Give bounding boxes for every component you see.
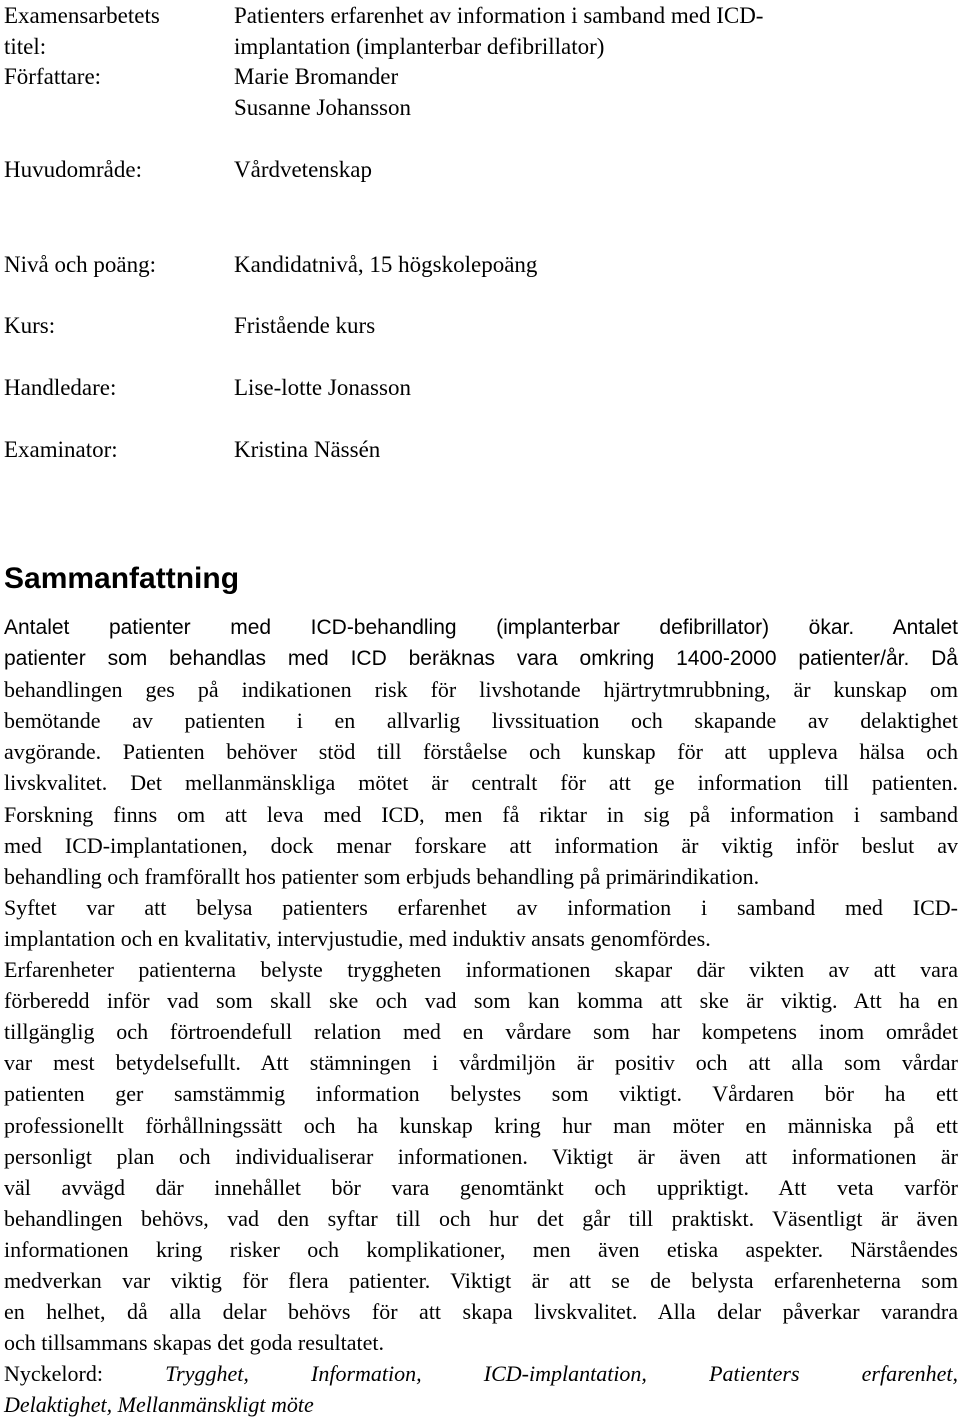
author-name-2: Susanne Johansson (234, 95, 411, 120)
summary-line: behandling och framförallt hos patienter som erbjuds behandling på primärindikation. (4, 863, 760, 889)
summary-line: Erfarenheter patienterna belyste tryggheten informationen skapar där vikten av att vara (4, 957, 958, 983)
summary-heading: Sammanfattning (4, 562, 240, 595)
title-value-line-1: Patienters erfarenhet av information i samband med ICD- (234, 3, 764, 28)
keywords-list-1: Trygghet, Information, ICD-implantation, Patienters erfarenhet, (165, 1361, 958, 1387)
summary-line: behandlingen behövs, vad den syftar till och hur det går till praktiskt. Väsentligt är även (4, 1205, 958, 1231)
course-label: Kurs: (4, 313, 56, 338)
main-area-label: Huvudområde: (4, 157, 142, 182)
summary-line: Antalet patienter med ICD-behandling (implanterbar defibrillator) ökar. Antalet (4, 616, 958, 639)
supervisor-value: Lise-lotte Jonasson (234, 375, 411, 400)
title-label-line-1: Examensarbetets (4, 3, 160, 28)
summary-line: Forskning finns om att leva med ICD, men få riktar in sig på information i samband (4, 801, 958, 827)
summary-line: informationen kring risker och komplikationer, men även etiska aspekter. Närståendes (4, 1236, 958, 1262)
supervisor-label: Handledare: (4, 375, 117, 400)
summary-line: medverkan var viktig för flera patienter. Viktigt är att se de belysta erfarenheterna som (4, 1267, 958, 1293)
course-value: Fristående kurs (234, 313, 376, 338)
summary-line: förberedd inför vad som skall ske och vad som kan komma att ske är viktig. Att ha en (4, 988, 958, 1014)
summary-line: bemötande av patienten i en allvarlig livssituation och skapande av delaktighet (4, 708, 958, 734)
summary-line: en helhet, då alla delar behövs för att skapa livskvalitet. Alla delar påverkar varandra (4, 1299, 958, 1325)
level-label: Nivå och poäng: (4, 252, 157, 277)
summary-line: med ICD-implantationen, dock menar forskare att information är viktig inför beslut av (4, 832, 958, 858)
keywords-label: Nyckelord: (4, 1361, 103, 1387)
summary-line: personligt plan och individualiserar informationen. Viktigt är även att informationen är (4, 1143, 958, 1169)
summary-line: var mest betydelsefullt. Att stämningen i vårdmiljön är positiv och att alla som vårdar (4, 1050, 958, 1076)
summary-body (4, 612, 958, 1420)
title-label-line-2: titel: (4, 34, 47, 59)
summary-line: avgörande. Patienten behöver stöd till förståelse och kunskap för att uppleva hälsa och (4, 739, 958, 765)
summary-line: Syftet var att belysa patienters erfarenhet av information i samband med ICD- (4, 894, 958, 920)
summary-line: och tillsammans skapas det goda resultatet. (4, 1330, 385, 1356)
examiner-label: Examinator: (4, 437, 118, 462)
summary-line: professionellt förhållningssätt och ha kunskap kring hur man möter en människa på ett (4, 1112, 958, 1138)
examiner-value: Kristina Nässén (234, 437, 381, 462)
summary-line: patienten ger samstämmig information belystes som viktigt. Vårdaren bör ha ett (4, 1081, 958, 1107)
summary-line: implantation och en kvalitativ, intervjustudie, med induktiv ansats genomfördes. (4, 925, 711, 951)
summary-line: väl avvägd där innehållet bör vara genomtänkt och uppriktigt. Att veta varför (4, 1174, 958, 1200)
summary-line: behandlingen ges på indikationen risk för livshotande hjärtrytmrubbning, är kunskap om (4, 677, 958, 703)
keywords-line-1 (4, 1358, 958, 1389)
title-value-line-2: implantation (implanterbar defibrillator) (234, 34, 605, 59)
level-value: Kandidatnivå, 15 högskolepoäng (234, 252, 538, 277)
summary-line: tillgänglig och förtroendefull relation med en vårdare som har kompetens inom området (4, 1019, 958, 1045)
main-area-value: Vårdvetenskap (234, 157, 372, 182)
summary-line: patienter som behandlas med ICD beräknas vara omkring 1400-2000 patienter/år. Då (4, 647, 958, 671)
author-label: Författare: (4, 64, 102, 89)
author-name-1: Marie Bromander (234, 64, 399, 89)
keywords-list-2: Delaktighet, Mellanmänskligt möte (4, 1392, 314, 1418)
summary-line: livskvalitet. Det mellanmänskliga mötet är centralt för att ge information till patienten. (4, 770, 958, 796)
